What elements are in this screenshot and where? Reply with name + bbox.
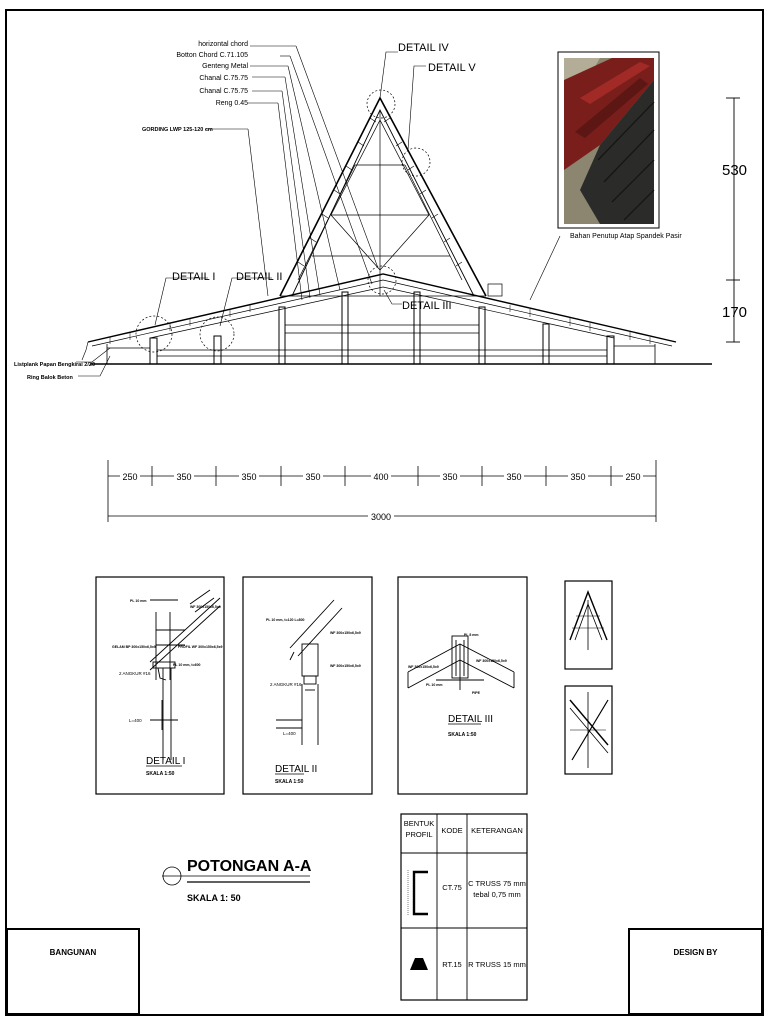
row-2-ket-1: R TRUSS 15 mm <box>468 960 526 969</box>
c-profile-icon <box>408 870 428 916</box>
detail-3-panel <box>398 577 527 794</box>
svg-text:WF 300x150x6,5x9: WF 300x150x6,5x9 <box>330 631 361 635</box>
detail-1-anchor: 2 ANGKUR #16 <box>119 671 151 676</box>
height-upper: 530 <box>722 162 748 179</box>
label-listplank: Listplank Papan Bengkirai 2/20 <box>14 362 96 368</box>
label-genteng: Genteng Metal <box>202 63 248 70</box>
title-block-design <box>628 928 763 1015</box>
svg-text:WF 300x150x6,5x9: WF 300x150x6,5x9 <box>476 659 507 663</box>
title-block-building <box>6 928 140 1015</box>
dim-seg-9: 250 <box>625 472 641 482</box>
title-block-building-label: BANGUNAN <box>49 948 97 957</box>
detail-2-scale: SKALA 1:50 <box>275 779 304 785</box>
dim-seg-7: 350 <box>506 472 522 482</box>
callout-detail-4: DETAIL IV <box>398 42 449 54</box>
section-title-block <box>162 858 312 903</box>
detail-4-thumb <box>565 581 612 669</box>
svg-text:PL 10 mm: PL 10 mm <box>130 599 147 603</box>
svg-text:WF 300x150x6,5x9: WF 300x150x6,5x9 <box>408 665 439 669</box>
callout-detail-1: DETAIL I <box>172 271 216 283</box>
label-gording: GORDING LWP 125-120 cm <box>142 127 213 133</box>
svg-text:PL 10 mm, t=600: PL 10 mm, t=600 <box>173 663 201 667</box>
roofing-photo <box>558 52 659 228</box>
detail-1-length: L=400 <box>129 718 142 723</box>
svg-text:GELAM BP 300x150x6,5x9: GELAM BP 300x150x6,5x9 <box>112 645 156 649</box>
label-chanal-2: Chanal C.75.75 <box>199 88 248 95</box>
header-profil-2: PROFIL <box>405 830 433 839</box>
row-2-kode: RT.15 <box>442 960 462 969</box>
callout-detail-5: DETAIL V <box>428 62 476 74</box>
row-1-ket-2: tebal 0,75 mm <box>473 890 521 899</box>
height-dimensions <box>722 162 747 321</box>
header-profil: BENTUK <box>403 819 435 828</box>
header-keterangan: KETERANGAN <box>471 826 523 835</box>
svg-text:PROFIL WF 300x150x6,5x9: PROFIL WF 300x150x6,5x9 <box>178 645 223 649</box>
label-horizontal-chord: horizontal chord <box>198 41 248 48</box>
label-ring-balok: Ring Balok Beton <box>27 375 73 381</box>
detail-3-title: DETAIL III <box>448 714 494 725</box>
dimension-labels <box>120 470 643 522</box>
header-kode: KODE <box>441 826 463 835</box>
detail-2-anchor: 2 ANGKUR #16 <box>270 682 302 687</box>
dim-total: 3000 <box>370 512 392 522</box>
row-1-ket-1: C TRUSS 75 mm <box>468 879 526 888</box>
detail-1-title: DETAIL I <box>146 756 186 767</box>
label-chanal-1: Chanal C.75.75 <box>199 75 248 82</box>
dim-seg-2: 350 <box>176 472 192 482</box>
dim-seg-8: 350 <box>570 472 586 482</box>
section-scale: SKALA 1: 50 <box>187 893 241 903</box>
detail-2-title: DETAIL II <box>275 764 318 775</box>
dim-seg-5: 400 <box>373 472 389 482</box>
detail-callouts <box>172 42 476 312</box>
photo-caption: Bahan Penutup Atap Spandek Pasir <box>570 233 682 240</box>
dim-seg-1: 250 <box>122 472 138 482</box>
dim-seg-6: 350 <box>442 472 458 482</box>
svg-text:PIPE: PIPE <box>472 691 480 695</box>
callout-detail-2: DETAIL II <box>236 271 283 283</box>
detail-2-length: L=400 <box>283 731 296 736</box>
roof-labels <box>14 41 248 381</box>
svg-text:PL 8 mm: PL 8 mm <box>464 633 479 637</box>
row-1-kode: CT.75 <box>442 883 462 892</box>
detail-5-thumb <box>565 686 612 774</box>
svg-text:PL 10 mm, t=120 L=800: PL 10 mm, t=120 L=800 <box>266 618 305 622</box>
label-bottom-chord: Botton Chord C.71.105 <box>176 52 248 59</box>
svg-text:WF 300x150x6,5x9: WF 300x150x6,5x9 <box>330 664 361 668</box>
height-lower: 170 <box>722 304 748 321</box>
detail-2-panel <box>243 577 372 794</box>
svg-text:WF 300x150x6,5x9: WF 300x150x6,5x9 <box>190 605 221 609</box>
svg-text:PL 10 mm: PL 10 mm <box>426 683 443 687</box>
profile-table <box>401 814 527 1000</box>
detail-1-panel <box>96 577 224 794</box>
callout-detail-3: DETAIL III <box>402 300 452 312</box>
title-block-design-label: DESIGN BY <box>673 948 718 957</box>
dim-seg-4: 350 <box>305 472 321 482</box>
label-reng: Reng 0.45 <box>215 100 248 107</box>
r-profile-icon <box>410 958 428 970</box>
dim-seg-3: 350 <box>241 472 257 482</box>
detail-1-scale: SKALA 1:50 <box>146 771 175 777</box>
section-title: POTONGAN A-A <box>187 858 312 875</box>
detail-3-scale: SKALA 1:50 <box>448 732 477 738</box>
